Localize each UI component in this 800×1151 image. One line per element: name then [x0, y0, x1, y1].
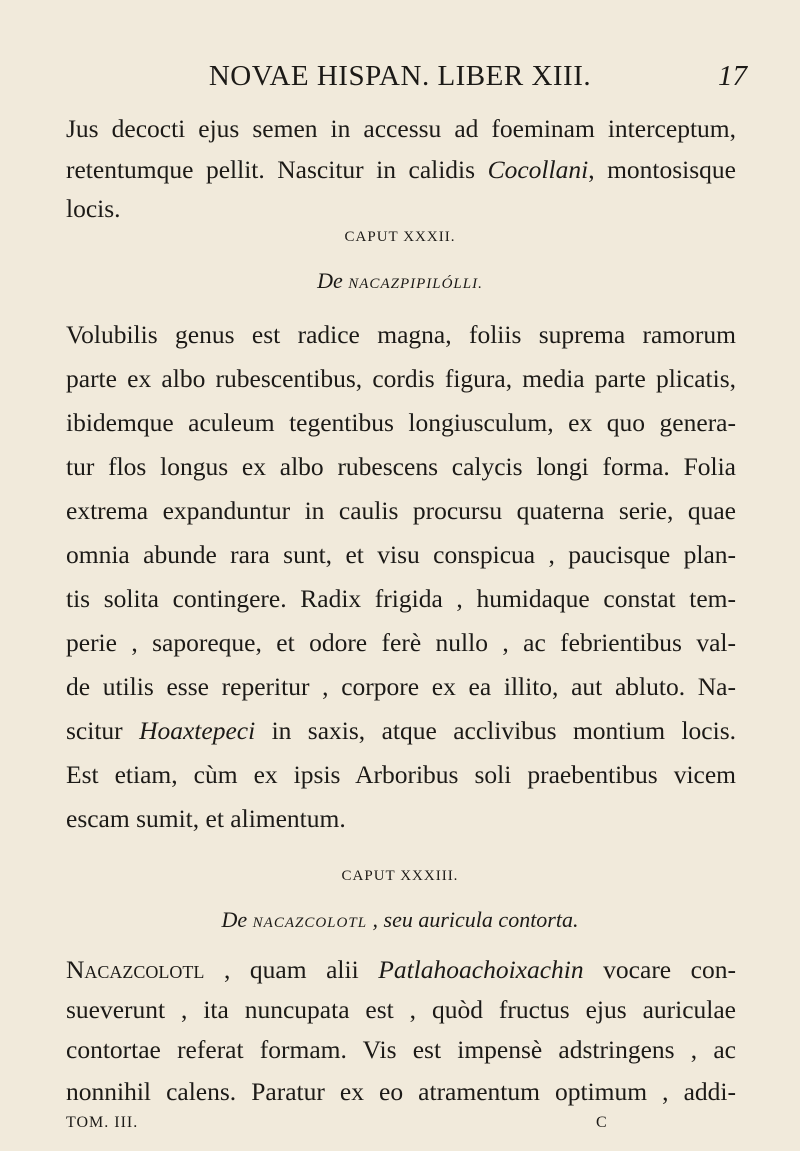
running-head: NOVAE HISPAN. LIBER XIII. — [208, 60, 592, 92]
para1-line-1: Jus decocti ejus semen in accessu ad foeminam interceptum, — [66, 114, 736, 143]
text-run: retentumque pellit. Nascitur in calidis — [66, 155, 488, 184]
text-run: scitur — [66, 716, 140, 745]
signature-mark: C — [596, 1114, 607, 1131]
place-name: Cocollani — [487, 155, 589, 184]
text-run: in saxis, atque acclivibus montium locis. — [255, 716, 736, 745]
para2-line-4: tur flos longus ex albo rubescens calycis longi forma. Folia — [66, 452, 736, 481]
para2-line-3: ibidemque aculeum tegentibus longiusculum, ex quo genera- — [66, 408, 736, 437]
para1-line-2 — [66, 155, 736, 185]
chapter-33-heading — [0, 907, 800, 933]
para2-line-5: extrema expanduntur in caulis procursu quaterna serie, quae — [66, 496, 736, 525]
volume-mark: TOM. III. — [66, 1114, 139, 1131]
place-name: Hoaxtepeci — [139, 716, 256, 745]
para2-line-11: Est etiam, cùm ex ipsis Arboribus soli praebentibus vicem — [66, 760, 736, 789]
para2-line-1: Volubilis genus est radice magna, foliis suprema ramorum — [66, 320, 736, 349]
para3-line-4: nonnihil calens. Paratur ex eo atramentum optimum , addi- — [66, 1077, 736, 1106]
heading-de: De — [317, 268, 349, 293]
plant-name: Nacazcolotl — [66, 955, 205, 984]
para2-line-12: escam sumit, et alimentum. — [66, 804, 346, 833]
para3-line-2: sueverunt , ita nuncupata est , quòd fructus ejus auriculae — [66, 995, 736, 1024]
text-run: vocare con- — [583, 955, 736, 984]
alt-name: Patlahoachoixachin — [378, 955, 584, 984]
para2-line-6: omnia abunde rara sunt, et visu conspicua , paucisque plan- — [66, 540, 736, 569]
text-run: , montosisque — [588, 155, 736, 184]
chapter-32-caput: CAPUT XXXII. — [344, 229, 456, 245]
plant-name: NACAZPIPILÓLLI. — [348, 276, 483, 292]
chapter-32-heading — [0, 268, 800, 294]
para2-line-2: parte ex albo rubescentibus, cordis figura, media parte plicatis, — [66, 364, 736, 393]
text-run: , quam alii — [204, 955, 379, 984]
para3-line-3: contortae referat formam. Vis est impensè adstringens , ac — [66, 1035, 736, 1064]
para2-line-7: tis solita contingere. Radix frigida , humidaque constat tem- — [66, 584, 736, 613]
para1-line-3: locis. — [66, 194, 121, 223]
plant-name: NACAZCOLOTL — [252, 915, 368, 931]
page-number: 17 — [718, 60, 747, 92]
para3-line-1 — [66, 955, 736, 985]
chapter-33-caput: CAPUT XXXIII. — [341, 868, 459, 884]
para2-line-8: perie , saporeque, et odore ferè nullo , ac febrientibus val- — [66, 628, 736, 657]
heading-rest: seu auricula contorta. — [383, 907, 579, 932]
heading-de: De — [221, 907, 253, 932]
para2-line-9: de utilis esse reperitur , corpore ex ea illito, aut abluto. Na- — [66, 672, 736, 701]
para2-line-10 — [66, 716, 736, 746]
heading-sep: , — [367, 907, 384, 932]
